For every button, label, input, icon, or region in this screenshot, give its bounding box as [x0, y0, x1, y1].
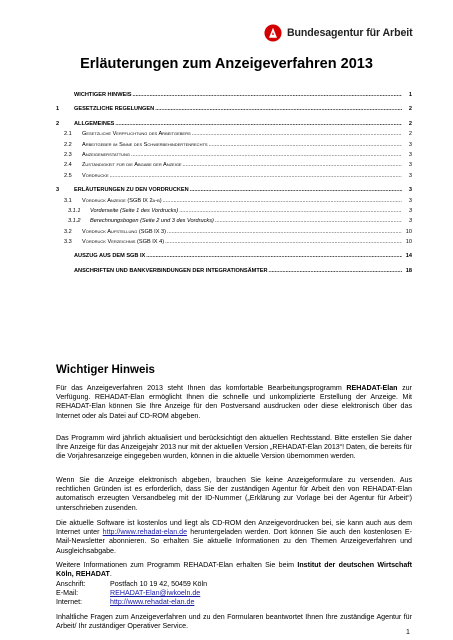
- toc-entry-title: [56, 104, 402, 114]
- toc-entry-label: Vordrucke: [82, 172, 109, 179]
- toc-entry-page: 3: [408, 160, 412, 170]
- toc-entry-title: [56, 251, 402, 261]
- toc-entry-page: 18: [405, 266, 412, 276]
- toc-entry[interactable]: [56, 119, 412, 129]
- toc-entry-number: 2.5: [64, 171, 82, 181]
- logo: [264, 22, 446, 44]
- paragraph-software: [56, 519, 412, 556]
- toc-entry-page: 10: [405, 227, 412, 237]
- toc-entry-title: [64, 160, 402, 170]
- toc-entry-number: 3.3: [64, 237, 82, 247]
- toc-entry[interactable]: [56, 237, 412, 247]
- toc-entry-number: 2.1: [64, 129, 82, 139]
- toc-entry-title: [56, 266, 402, 276]
- toc-entry-label: Vordruck Aufstellung (SGB IX 3): [82, 228, 166, 235]
- paragraph-text: .: [109, 570, 112, 579]
- toc-entry[interactable]: [56, 90, 412, 100]
- internet-label: Internet:: [56, 598, 83, 607]
- toc-entry-label: Vorderseite (Seite 1 des Vordrucks): [90, 207, 179, 214]
- institute-name: Institut der deutschen Wirtschaft Köln, REHADAT: [56, 561, 412, 579]
- toc-entry-page: 2: [408, 104, 412, 114]
- program-name: REHADAT-Elan: [346, 384, 398, 392]
- toc-entry-label: ALLGEMEINES: [74, 120, 115, 127]
- toc-entry-number: 2.4: [64, 160, 82, 170]
- paragraph-text: Weitere Informationen zum Programm REHADAT-Elan erhalten Sie beim: [56, 561, 298, 569]
- page-number: 1: [406, 629, 410, 636]
- toc-entry-title: [64, 196, 402, 206]
- toc-entry-title: [64, 150, 402, 160]
- toc-entry-label: Arbeitgeber im Sinne des Schwerbehindertenrechts: [82, 141, 208, 148]
- toc-entry-label: Anzeigenerstattung: [82, 151, 131, 158]
- toc-entry-number: 3: [56, 185, 74, 195]
- toc-entry-label: Vordruck Verzeichnis (SGB IX 4): [82, 239, 165, 246]
- toc-entry-page: 2: [408, 129, 412, 139]
- toc-entry[interactable]: [56, 150, 412, 160]
- toc-entry-title: [68, 206, 402, 216]
- toc-entry-label: Zuständigkeit für die Abgabe der Anzeige: [82, 162, 182, 169]
- toc-entry[interactable]: [56, 196, 412, 206]
- toc-entry-label: Vordruck Anzeige (SGB IX 2a-b): [82, 197, 162, 204]
- toc-entry-title: [64, 227, 402, 237]
- address-label: Anschrift:: [56, 580, 86, 588]
- toc-entry-page: 3: [408, 185, 412, 195]
- toc-entry-page: 3: [408, 216, 412, 226]
- toc-entry[interactable]: [56, 160, 412, 170]
- agency-logo-icon: [264, 24, 282, 42]
- toc-entry-page: 1: [408, 90, 412, 100]
- paragraph-update: Das Programm wird jährlich aktualisiert und berücksichtigt den aktuellen Rechtsstand. Bitte erstellen Sie daher Ihre Anzeige für das Anzeigejahr 2013 nur mit der aktuellen Version „REHADAT-Elan 2013“! Daten, die bereits für die Vorjahresanzeige eingegeben wurden, können in die aktuelle Version übernommen werden.: [56, 434, 412, 461]
- toc-entry-number: 3.1.2: [68, 216, 90, 226]
- toc-entry[interactable]: [56, 185, 412, 195]
- toc-entry-label: AUSZUG AUS DEM SGB IX: [74, 253, 146, 260]
- internet-row: [56, 598, 207, 607]
- toc-entry-page: 2: [408, 119, 412, 129]
- paragraph-info: [56, 561, 412, 579]
- toc-entry[interactable]: [56, 266, 412, 276]
- toc-entry-title: [64, 237, 402, 247]
- toc-entry-label: GESETZLICHE REGELUNGEN: [74, 106, 155, 113]
- toc-entry-label: Berechnungsbogen (Seite 2 und 3 des Vordrucks): [90, 218, 214, 225]
- toc-entry-title: [64, 140, 402, 150]
- toc-entry[interactable]: [56, 140, 412, 150]
- toc-entry[interactable]: [56, 227, 412, 237]
- toc-entry-number: 3.1.1: [68, 206, 90, 216]
- toc-entry-number: 2.2: [64, 140, 82, 150]
- toc-entry-page: 3: [408, 171, 412, 181]
- paragraph-questions: Inhaltliche Fragen zum Anzeigeverfahren und zu den Formularen beantwortet Ihnen Ihre zuständige Agentur für Arbeit/ Ihr zuständiger Operativer Service.: [56, 613, 412, 631]
- toc-entry[interactable]: [56, 171, 412, 181]
- paragraph-text: Für das Anzeigeverfahren 2013 steht Ihnen das komfortable Bearbeitungsprogramm: [56, 384, 347, 392]
- toc-entry-number: 2: [56, 119, 74, 129]
- toc-entry[interactable]: [56, 216, 412, 226]
- email-link[interactable]: REHADAT-Elan@iwkoeln.de: [110, 589, 201, 598]
- document-title: Erläuterungen zum Anzeigeverfahren 2013: [80, 56, 373, 72]
- toc-entry-title: [56, 119, 402, 129]
- toc-entry-page: 14: [405, 251, 412, 261]
- toc-entry[interactable]: [56, 104, 412, 114]
- toc-entry-page: 3: [408, 150, 412, 160]
- address-row: [56, 580, 207, 589]
- toc-entry-title: [68, 216, 402, 226]
- paragraph-electronic: Wenn Sie die Anzeige elektronisch abgeben, brauchen Sie keine Anzeigeformulare zu versenden. Aus rechtlichen Gründen ist es erforderlich, dass Sie der zuständigen Agentur für Arbeit den von REHADAT-Elan automatisch erzeugten Versandbeleg mit der ID-Nummer („Erklärung zur Vorlage bei der Agentur für Arbeit“) unterschrieben zusenden.: [56, 476, 412, 512]
- toc-entry-number: 3.2: [64, 227, 82, 237]
- contact-address: [56, 580, 207, 608]
- section-heading: Wichtiger Hinweis: [56, 364, 155, 376]
- toc-entry-title: [64, 171, 402, 181]
- toc-entry-page: 10: [405, 237, 412, 247]
- email-label: E-Mail:: [56, 589, 79, 598]
- paragraph-text: Die aktuelle Software ist kostenlos und liegt als CD-ROM den Anzeigevordrucken bei, sie kann auch aus dem Internet unter: [56, 519, 412, 537]
- toc-entry-label: Gesetzliche Verpflichtung des Arbeitgebers: [82, 131, 191, 138]
- toc-entry[interactable]: [56, 129, 412, 139]
- toc-entry-label: ANSCHRIFTEN UND BANKVERBINDUNGEN DER INTEGRATIONSÄMTER: [74, 267, 268, 274]
- toc-entry-page: 3: [408, 206, 412, 216]
- toc-entry-title: [56, 185, 402, 195]
- toc-entry-title: [64, 129, 402, 139]
- toc-entry-label: WICHTIGER HINWEIS: [74, 92, 132, 98]
- paragraph-intro: [56, 384, 412, 421]
- toc-entry-page: 3: [408, 196, 412, 206]
- toc-entry-page: 3: [408, 140, 412, 150]
- paragraph-text: zur Verfügung. REHADAT-Elan ermöglicht Ihnen die schnelle und unkomplizierte Erstellung der Anzeige. Mit REHADAT-Elan können Sie Ihre Anzeige für den Postversand ausdrucken oder diese elektronisch über das Internet oder als Datei auf CD-ROM abgeben.: [56, 384, 412, 420]
- toc-entry[interactable]: [56, 251, 412, 261]
- address-value: Postfach 10 19 42, 50459 Köln: [110, 580, 208, 588]
- toc-entry-label: ERLÄUTERUNGEN ZU DEN VORDRUCKEN: [74, 187, 189, 194]
- toc-entry-number: 1: [56, 104, 74, 114]
- paragraph-text: heruntergeladen werden. Dort können Sie auch den kostenlosen E-Mail-Newsletter abonnieren. So erhalten Sie aktuelle Informationen zu den Themen Anzeigeverfahren und Ausgleichsabgabe.: [56, 528, 412, 555]
- toc-entry-number: 2.3: [64, 150, 82, 160]
- website-link[interactable]: http://www.rehadat-elan.de: [102, 528, 188, 537]
- toc-entry-number: 3.1: [64, 196, 82, 206]
- logo-text: Bundesagentur für Arbeit: [287, 27, 413, 39]
- email-row: [56, 589, 207, 598]
- toc-entry-title: [56, 90, 402, 100]
- toc-entry[interactable]: [56, 206, 412, 216]
- table-of-contents: [56, 90, 412, 276]
- internet-link[interactable]: http://www.rehadat-elan.de: [110, 598, 195, 607]
